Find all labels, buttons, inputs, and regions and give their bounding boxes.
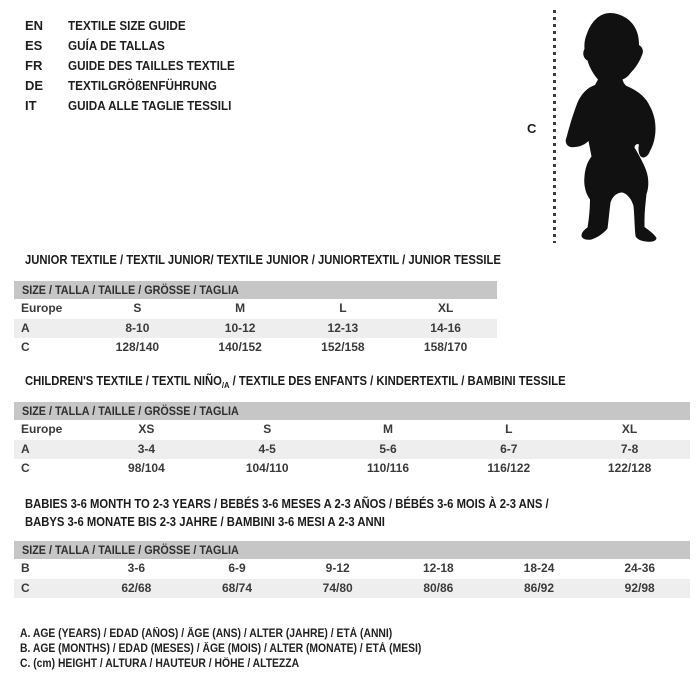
row-label: Europe [21,301,63,315]
row-label: C [21,340,30,354]
legend-line-b: B. AGE (MONTHS) / EDAD (MESES) / ÂGE (MOIS) / ALTER (MONATE) / ETÀ (MESI) [20,643,422,656]
table-row-age-months [14,559,690,579]
guide-title-es: GUÍA DE TALLAS [68,38,165,53]
toddler-silhouette-icon [558,8,663,243]
height-cell: 92/98 [624,580,655,595]
size-cell: S [263,422,272,436]
guide-title-fr: GUIDE DES TAILLES TEXTILE [68,58,235,73]
measurement-legend [20,627,466,673]
size-cell: M [235,301,246,315]
height-cell: 152/158 [321,340,365,354]
language-row-en [25,16,253,36]
legend-line-c: C. (cm) HEIGHT / ALTURA / HAUTEUR / HÖHE / ALTEZZA [20,658,300,671]
table-row-height-cm [14,459,690,479]
height-measure-dashed-line [553,10,556,243]
legend-line-a: A. AGE (YEARS) / EDAD (AÑOS) / ÂGE (ANS) / ALTER (JAHRE) / ETÀ (ANNI) [20,628,393,640]
height-cell: 140/152 [218,340,262,354]
language-code: DE [25,78,44,93]
guide-title-en: TEXTILE SIZE GUIDE [68,18,186,33]
language-title-list [25,16,253,116]
size-cell: L [505,422,513,436]
language-row-it [25,96,253,116]
age-cell: 5-6 [379,441,397,456]
section-title-junior: JUNIOR TEXTILE / TEXTIL JUNIOR/ TEXTILE JUNIOR / JUNIORTEXTIL / JUNIOR TESSILE [25,253,501,267]
height-cell: 74/80 [322,580,353,595]
table-header-size: SIZE / TALLA / TAILLE / GRÖSSE / TAGLIA [14,402,690,420]
height-cell: 128/140 [115,340,160,354]
row-label: C [21,580,30,595]
age-cell: 14-16 [430,320,461,335]
table-row-europe [14,420,690,440]
babies-size-table [14,541,690,598]
age-cell: 18-24 [523,561,555,575]
language-row-de [25,76,253,96]
age-cell: 10-12 [224,320,256,335]
row-label: A [21,320,30,335]
size-cell: M [382,422,393,436]
height-cell: 80/86 [423,580,454,595]
age-cell: 8-10 [125,320,150,335]
age-cell: 6-7 [500,441,518,456]
table-header-size: SIZE / TALLA / TAILLE / GRÖSSE / TAGLIA [14,541,690,559]
age-cell: 4-5 [258,441,276,456]
section-title-children: CHILDREN'S TEXTILE / TEXTIL $NIÑO_{/A}$ / TEXTILE DES ENFANTS / KINDERTEXTIL / BAMBINI TESSILE [25,374,566,390]
height-cell: 68/74 [221,580,253,595]
age-cell: 3-4 [137,441,156,456]
table-row-height-cm [14,338,497,358]
language-row-fr [25,56,253,76]
age-cell: 7-8 [620,441,639,456]
junior-size-table [14,281,497,358]
size-cell: XS [138,422,155,436]
height-measure-label: C [527,121,537,136]
height-cell: 62/68 [121,580,152,595]
row-label: C [21,461,30,475]
height-cell: 122/128 [607,461,652,475]
row-label: A [21,441,30,456]
size-cell: L [339,301,347,315]
age-cell: 6-9 [228,561,246,575]
age-cell: 9-12 [325,561,350,575]
height-cell: 104/110 [245,461,289,475]
guide-title-it: GUIDA ALLE TAGLIE TESSILI [68,98,232,113]
height-cell: 98/104 [128,461,165,475]
height-cell: 86/92 [524,580,555,595]
section-title-babies: BABIES 3-6 MONTH TO 2-3 YEARS / BEBÉS 3-6 MESES A 2-3 AÑOS / BÉBÉS 3-6 MOIS À 2-3 ANS / BABYS 3-6 MONATE BIS 2-3 JAHRE / BAMBINI 3-6 MESI A 2-3 ANNI [25,497,549,529]
age-cell: 12-18 [423,561,454,575]
guide-title-de: TEXTILGRÖßENFÜHRUNG [68,78,217,93]
language-code: ES [25,38,43,53]
row-label: Europe [21,422,63,436]
height-cell: 116/122 [487,461,531,475]
age-cell: 12-13 [327,320,359,335]
language-code: FR [25,58,43,73]
language-row-es [25,36,253,56]
children-size-table [14,402,690,479]
size-cell: S [133,301,142,315]
table-header-size: SIZE / TALLA / TAILLE / GRÖSSE / TAGLIA [14,281,497,299]
table-row-height-cm [14,579,690,599]
age-cell: 24-36 [624,561,656,575]
age-cell: 3-6 [127,561,145,575]
subscript-a: /A [221,380,230,390]
table-row-europe [14,299,497,319]
table-row-age-years [14,319,497,339]
size-cell: XL [437,301,454,315]
language-code: IT [25,98,37,113]
height-cell: 158/170 [423,340,468,354]
table-row-age-years [14,440,690,460]
size-cell: XL [621,422,638,436]
height-cell: 110/116 [366,461,410,475]
row-label: B [21,561,30,575]
language-code: EN [25,18,44,33]
